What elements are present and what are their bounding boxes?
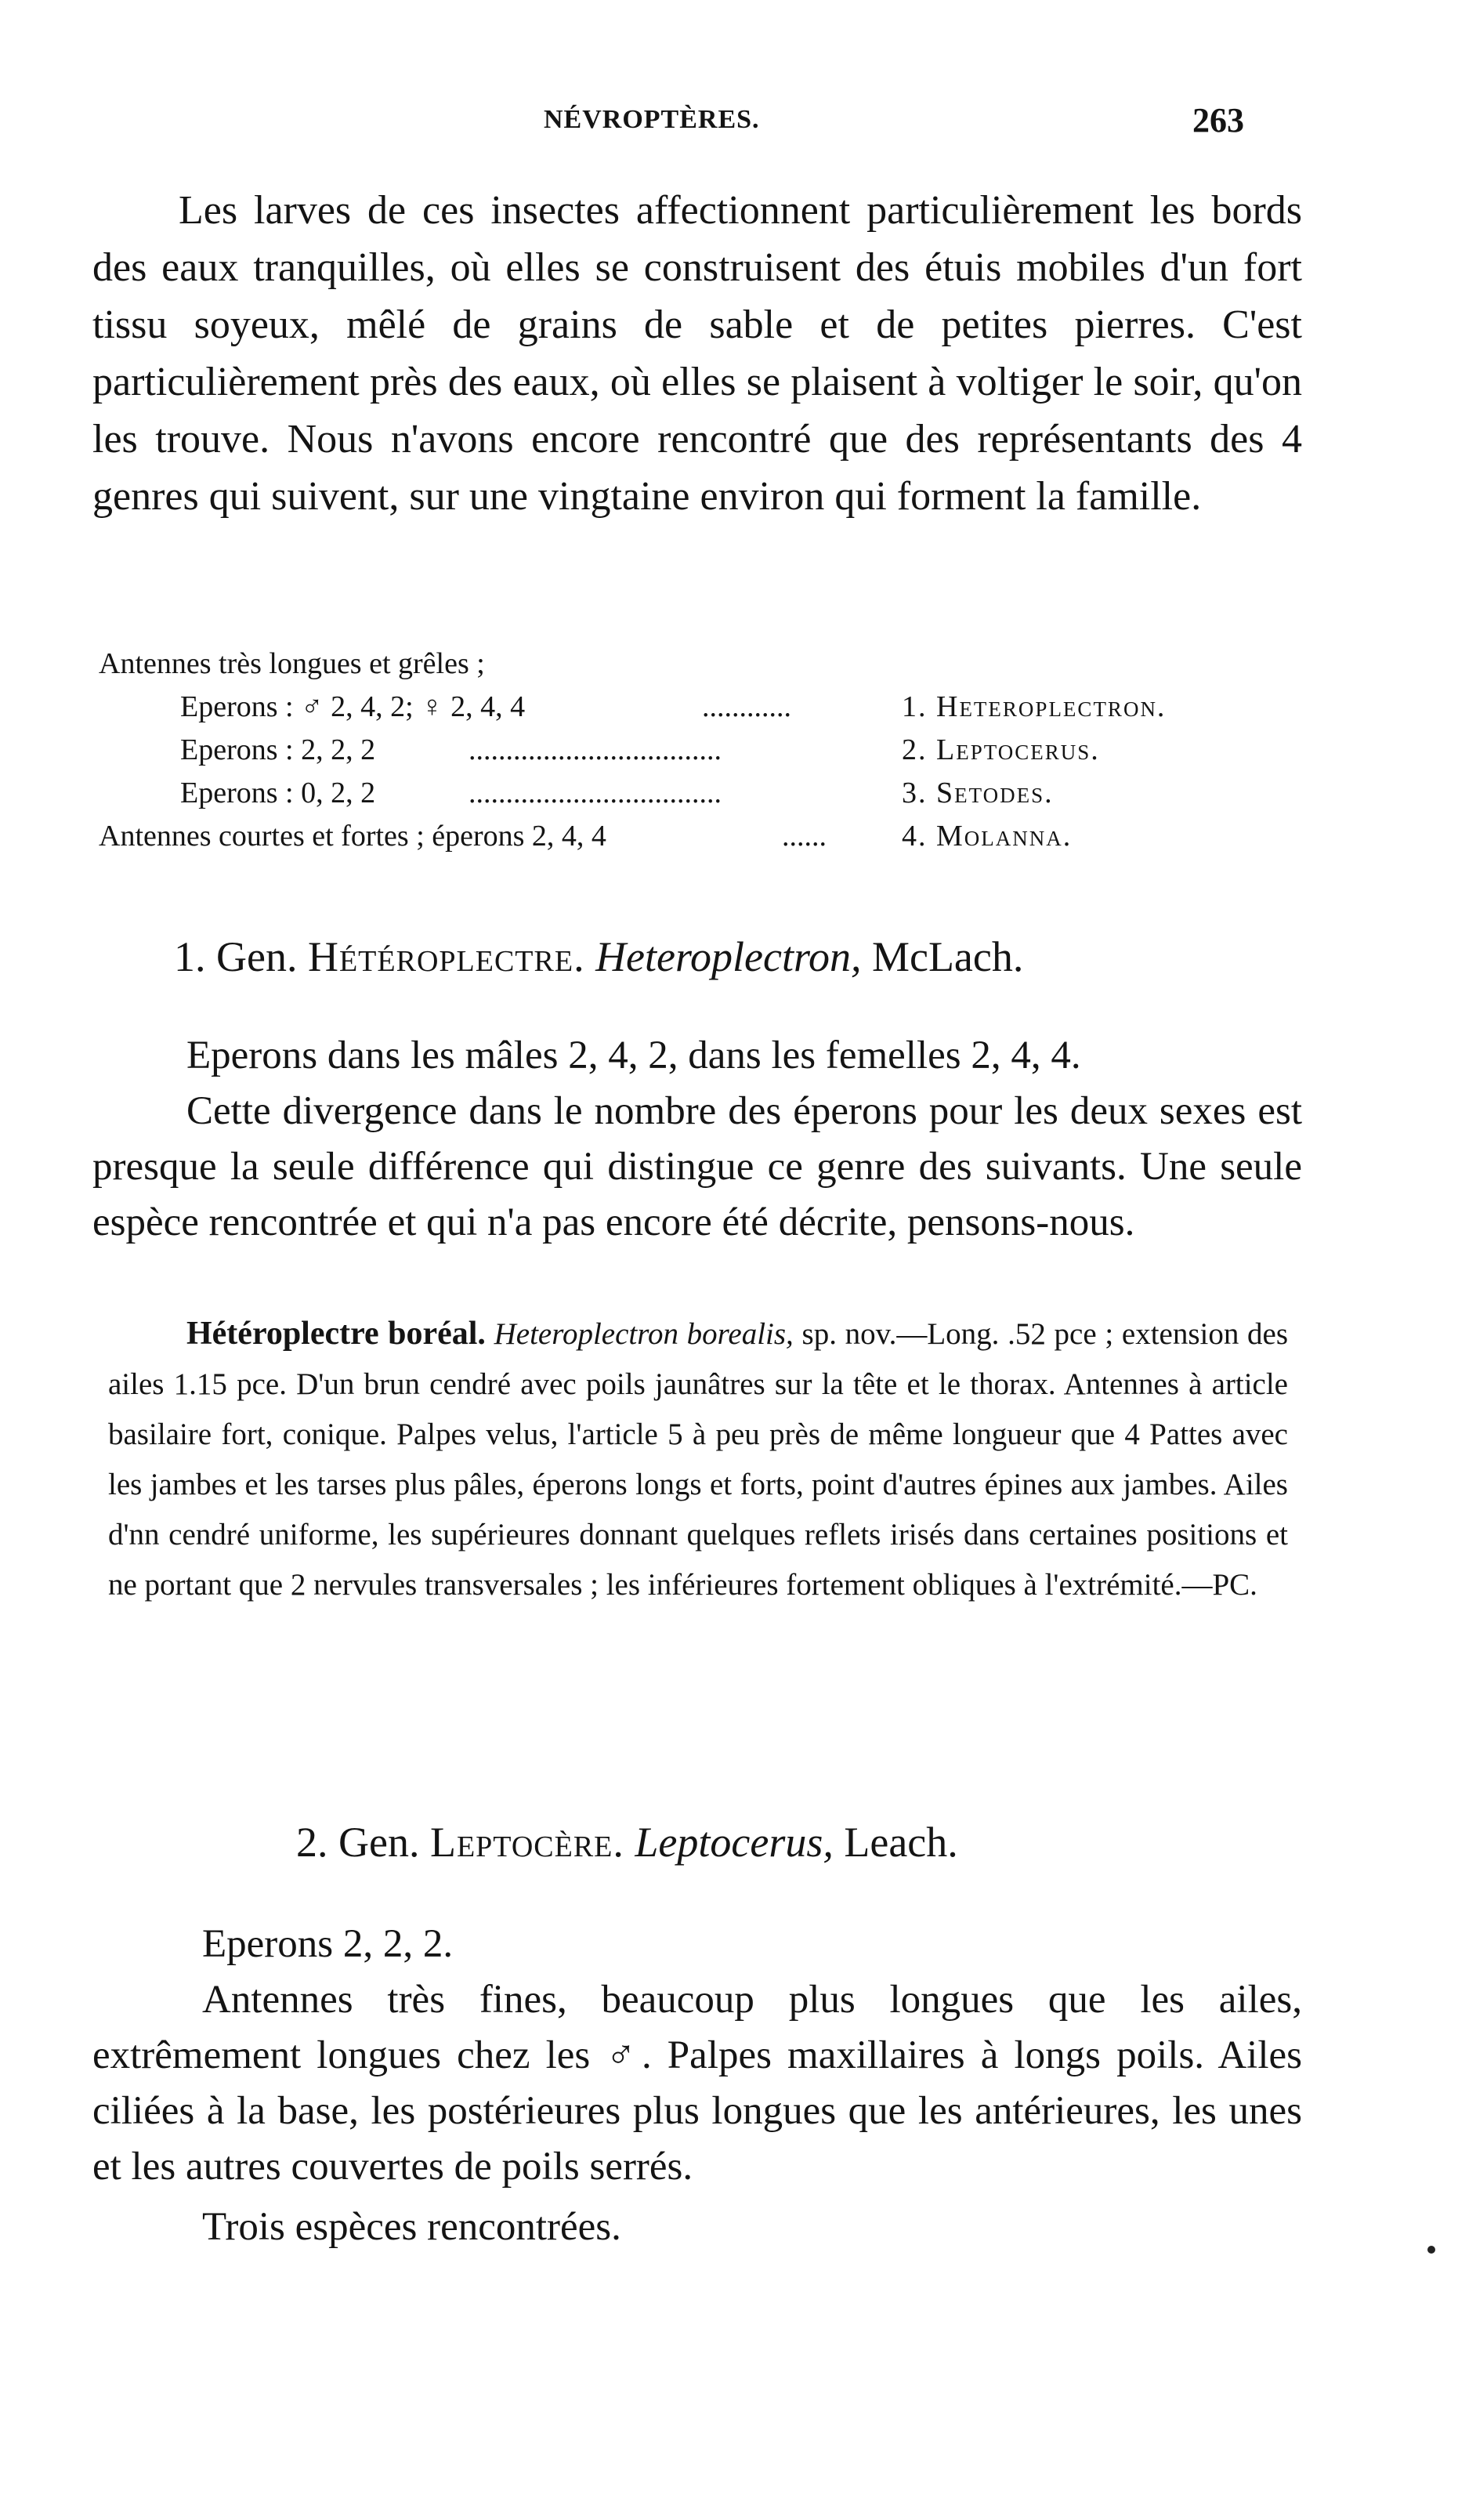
key-row-text: Eperons : ♂ 2, 4, 2; ♀ 2, 4, 4: [180, 690, 526, 723]
key-row-text: Antennes courtes et fortes ; éperons 2, 4, 4: [99, 820, 606, 853]
genus2-species-count: Trois espèces rencontrées.: [202, 2205, 621, 2249]
key-row-leader: ............: [702, 690, 791, 723]
genus-heading-2: [296, 1818, 958, 1866]
key-row-4: [92, 815, 1302, 858]
genus-number: 2. Gen.: [296, 1819, 420, 1866]
genus-latin-name: Leptocerus,: [635, 1819, 834, 1866]
genus1-paragraph: Cette divergence dans le nombre des éperons pour les deux sexes est presque la seule différence qui distingue ce genre des suivants. Une seule espèce rencontrée et qui n'a pas encore été décrite, pensons-nous.: [92, 1089, 1302, 1244]
key-row-1: [92, 686, 1302, 729]
key-row-result: 1. Heteroplectron.: [902, 690, 1167, 723]
key-row-leader: ......: [782, 820, 827, 853]
key-heading-row: [92, 643, 1302, 686]
genus1-spurs: Eperons dans les mâles 2, 4, 2, dans les femelles 2, 4, 4.: [186, 1034, 1081, 1077]
key-row-result: 2. Leptocerus.: [902, 733, 1100, 766]
intro-paragraph: Les larves de ces insectes affectionnent particulièrement les bords des eaux tranquilles, où elles se construisent des étuis mobiles d'un fort tissu soyeux, mêlé de grains de sable et de petites pierres. C'est particulièrement près des eaux, où elles se plaisent à voltiger le soir, qu'on les trouve. Nous n'avons encore rencontré que des représentants des 4 genres qui suivent, sur une vingtaine environ qui forment la famille.: [92, 188, 1302, 519]
key-row-leader: ..................................: [469, 733, 722, 766]
key-row-text: Eperons : 2, 2, 2: [180, 733, 376, 766]
genus-author: Leach.: [844, 1819, 958, 1866]
intro-paragraph-block: [92, 182, 1302, 525]
species-text: sp. nov.—Long. .52 pce ; extension des ailes 1.15 pce. D'un brun cendré avec poils jaunâtres sur la tête et le thorax. Antennes à article basilaire fort, conique. Palpes velus, l'article 5 à peu près de même longueur que 4 Pattes avec les jambes et les tarses plus pâles, éperons longs et forts, point d'autres épines aux jambes. Ailes d'nn cendré uniforme, les supérieures donnant quelques reflets irisés dans certaines positions et ne portant que 2 nervules transversales ; les inférieures fortement obliques à l'extrémité.—PC.: [108, 1317, 1289, 1602]
genus2-spurs: Eperons 2, 2, 2.: [202, 1922, 454, 1966]
key-row-result: 3. Setodes.: [902, 777, 1054, 809]
genus2-description: [92, 1917, 1302, 2255]
running-head: [0, 100, 1458, 147]
key-row-result: 4. Molanna.: [902, 820, 1073, 853]
genus-latin-name: Heteroplectron,: [595, 933, 862, 980]
genus-number: 1. Gen.: [174, 933, 298, 980]
genus-key: [92, 643, 1302, 858]
genus1-description: [92, 1028, 1302, 1251]
key-row-2: [92, 729, 1302, 772]
key-row-3: [92, 772, 1302, 815]
species-latin-name: Heteroplectron borealis,: [494, 1317, 794, 1351]
species-description: [108, 1309, 1288, 1610]
page-number: 263: [1192, 101, 1244, 139]
genus-french-name: Hétéroplectre.: [307, 933, 585, 980]
key-row-leader: ..................................: [469, 777, 722, 809]
ink-speck: [1427, 2246, 1435, 2254]
genus2-paragraph: Antennes très fines, beaucoup plus longues que les ailes, extrêmement longues chez les ♂. Palpes maxillaires à longs poils. Ailes ciliées à la base, les postérieures plus longues que les antérieures, les unes et les autres couvertes de poils serrés.: [92, 1978, 1302, 2189]
genus-author: McLach.: [871, 933, 1024, 980]
genus-heading-1: [174, 932, 1023, 981]
key-heading: Antennes très longues et grêles ;: [99, 647, 485, 680]
key-row-text: Eperons : 0, 2, 2: [180, 777, 376, 809]
species-name: Hétéroplectre boréal.: [186, 1316, 486, 1352]
running-title: NÉVROPTÈRES.: [544, 105, 760, 134]
genus-french-name: Leptocère.: [429, 1819, 624, 1866]
